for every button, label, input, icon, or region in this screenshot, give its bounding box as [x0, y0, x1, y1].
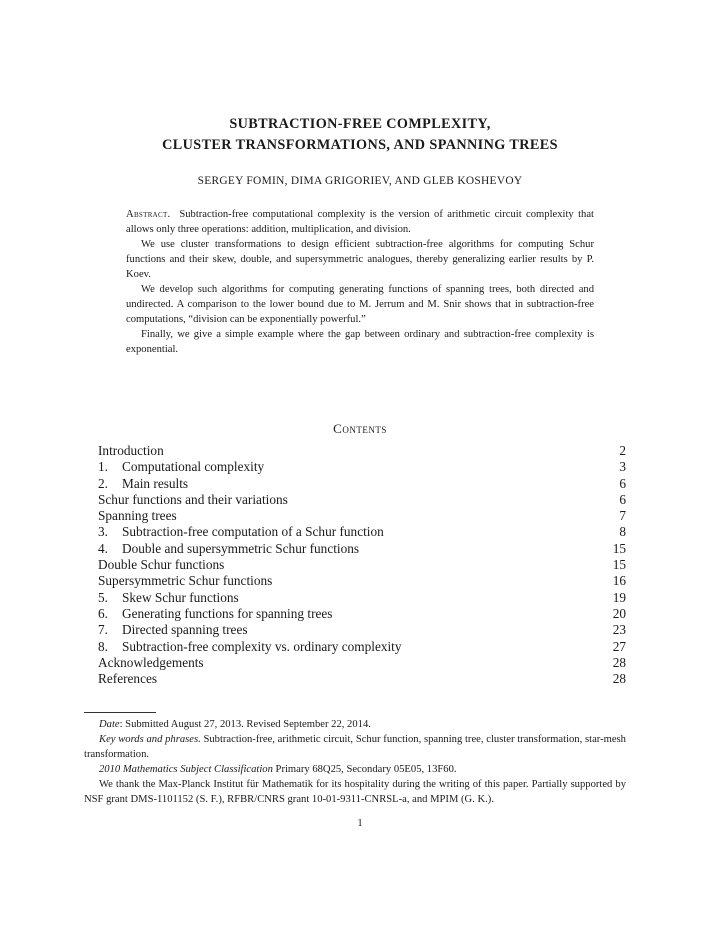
footnote-date: [84, 717, 626, 732]
toc-entry-text: Generating functions for spanning trees: [122, 605, 333, 621]
toc-entry: [98, 622, 626, 638]
footnote-date-label: Date: [99, 719, 120, 730]
toc-entry: [98, 443, 626, 459]
author-list: SERGEY FOMIN, DIMA GRIGORIEV, AND GLEB KOSHEVOY: [197, 175, 523, 187]
contents-heading: Contents: [333, 421, 387, 436]
toc-entry-text: Introduction: [98, 443, 164, 458]
toc-entry: [98, 557, 626, 573]
toc-entry-page: 27: [612, 638, 626, 654]
abstract-paragraph-2: We use cluster transformations to design efficient subtraction-free algorithms for computing Schur functions and their skew, double, and supersymmetric analogues, thereby generalizing earlier results by P. Koev.: [126, 239, 594, 280]
toc-entry-number: 2.: [98, 475, 108, 491]
toc-entry-title: [98, 590, 239, 606]
abstract-paragraph-3: We develop such algorithms for computing generating functions of spanning trees, both directed and undirected. A comparison to the lower bound due to M. Jerrum and M. Snir shows that in subtraction-free computations, “division can be exponentially powerful.”: [126, 284, 594, 325]
footnote-keywords-label: Key words and phrases.: [99, 734, 201, 746]
toc-entry-title: [98, 671, 157, 687]
toc-entry-number: 1.: [98, 459, 108, 475]
toc-entry-page: 6: [619, 475, 626, 491]
toc-entry-text: Computational complexity: [122, 459, 265, 475]
toc-entry-title: [98, 492, 288, 508]
toc-entry-number: 7.: [98, 622, 108, 638]
toc-entry-text: Subtraction-free complexity vs. ordinary complexity: [122, 638, 402, 654]
toc-entry: [98, 655, 626, 671]
toc-entry-text: Spanning trees: [98, 508, 177, 524]
toc-entry-page: 16: [612, 573, 626, 589]
toc-entry-page: 23: [612, 622, 626, 638]
toc-entry: [98, 492, 626, 508]
abstract: [126, 207, 594, 357]
toc-entry-number: 8.: [98, 638, 108, 654]
toc-entry-text: Acknowledgements: [98, 654, 204, 670]
page-number: 1: [357, 818, 363, 829]
paper-title-line-2: CLUSTER TRANSFORMATIONS, AND SPANNING TREES: [162, 137, 558, 153]
footnote-keywords-text: Subtraction-free, arithmetic circuit, Schur function, spanning tree, cluster transformation, star-mesh transformation.: [84, 734, 626, 761]
toc-entry-number: 6.: [98, 605, 108, 621]
toc-entry: [98, 639, 626, 655]
toc-entry-page: 28: [612, 671, 626, 687]
toc-entry: [98, 508, 626, 524]
toc-entry: [98, 573, 626, 589]
abstract-label: Abstract.: [126, 209, 171, 220]
toc-entry-number: 5.: [98, 589, 108, 605]
toc-entry-text: Main results: [122, 475, 189, 491]
toc-entry-page: 20: [612, 605, 626, 621]
toc-entry-title: [98, 541, 359, 557]
footnote-msc: [84, 762, 626, 777]
toc-entry-text: Supersymmetric Schur functions: [98, 573, 273, 589]
toc-entry-page: 7: [619, 508, 626, 524]
footnote-keywords: [84, 732, 626, 762]
toc-entry-title: [98, 557, 224, 573]
footnote-thanks: We thank the Max-Planck Institut für Mathematik for its hospitality during the writing of this paper. Partially supported by NSF grant DMS-1101152 (S. F.), RFBR/CNRS grant 10-01-9311-CNRSL-a, and MPIM (G. K.).: [84, 779, 626, 806]
abstract-paragraph-1: [126, 207, 594, 237]
toc-entry-text: Directed spanning trees: [122, 622, 248, 638]
paper-title-line-1: SUBTRACTION-FREE COMPLEXITY,: [229, 116, 491, 132]
toc-entry-text: Double Schur functions: [98, 557, 225, 573]
toc-entry-page: 28: [612, 654, 626, 670]
toc-entry: [98, 476, 626, 492]
toc-entry-text: Schur functions and their variations: [98, 491, 288, 507]
toc-entry-title: [98, 573, 272, 589]
toc-entry-title: [98, 639, 402, 655]
toc-entry-text: Skew Schur functions: [122, 589, 239, 605]
toc-entry-text: References: [98, 671, 158, 687]
table-of-contents: [98, 443, 626, 687]
toc-entry-title: [98, 443, 164, 459]
toc-entry: [98, 590, 626, 606]
toc-entry-number: 4.: [98, 540, 108, 556]
toc-entry-text: Double and supersymmetric Schur functions: [122, 540, 360, 556]
toc-entry-page: 15: [612, 540, 626, 556]
toc-entry-number: 3.: [98, 524, 108, 540]
toc-entry-title: [98, 476, 188, 492]
abstract-paragraph-4: Finally, we give a simple example where the gap between ordinary and subtraction-free complexity is exponential.: [126, 329, 594, 355]
toc-entry: [98, 541, 626, 557]
toc-entry-title: [98, 655, 204, 671]
toc-entry-title: [98, 524, 384, 540]
toc-entry-page: 3: [619, 459, 626, 475]
toc-entry-title: [98, 459, 264, 475]
toc-entry-page: 15: [612, 557, 626, 573]
toc-entry: [98, 671, 626, 687]
footnote-date-text: : Submitted August 27, 2013. Revised September 22, 2014.: [119, 719, 371, 730]
footnotes: [84, 717, 626, 808]
abstract-text-1: Subtraction-free computational complexity is the version of arithmetic circuit complexity that allows only three operations: addition, multiplication, and division.: [126, 209, 595, 235]
toc-entry-page: 2: [619, 443, 626, 458]
toc-entry: [98, 606, 626, 622]
toc-entry: [98, 524, 626, 540]
toc-entry-page: 6: [619, 491, 626, 507]
toc-entry-text: Subtraction-free computation of a Schur function: [122, 524, 384, 540]
toc-entry-page: 8: [619, 524, 626, 540]
toc-entry-title: [98, 508, 177, 524]
toc-entry: [98, 459, 626, 475]
footnote-rule: [84, 712, 156, 713]
toc-entry-title: [98, 606, 332, 622]
footnote-msc-text: Primary 68Q25, Secondary 05E05, 13F60.: [272, 764, 457, 776]
toc-entry-page: 19: [612, 589, 626, 605]
footnote-msc-label: 2010 Mathematics Subject Classification: [99, 764, 273, 776]
toc-entry-title: [98, 622, 248, 638]
